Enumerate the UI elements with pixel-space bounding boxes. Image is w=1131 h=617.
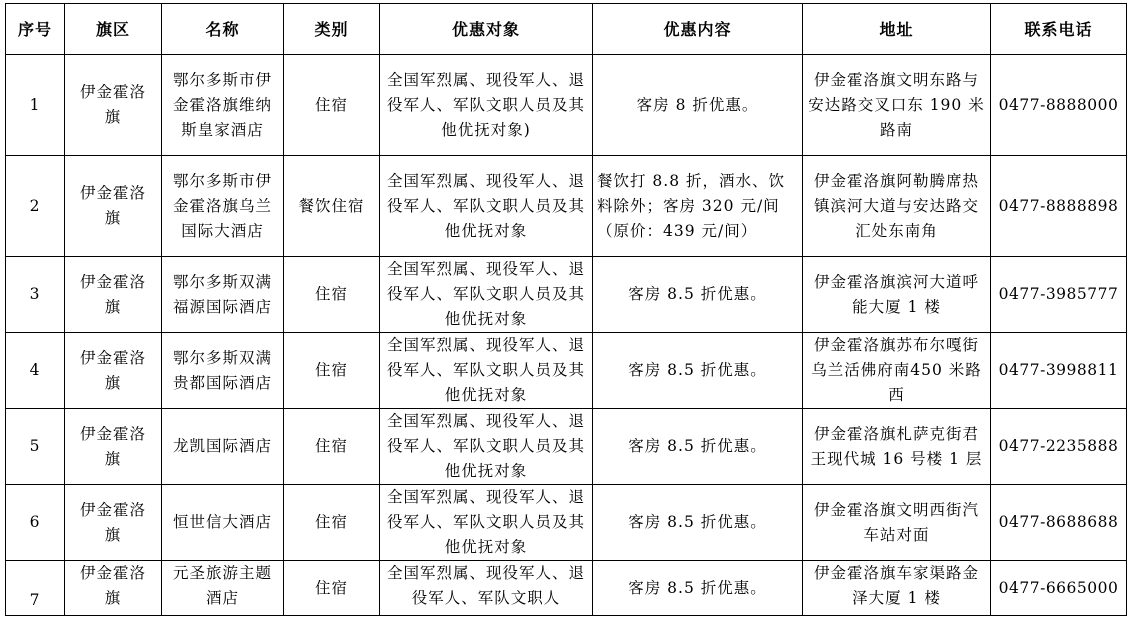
cell-name [162,409,284,485]
table-row [6,485,1127,561]
content-text: 客房 8.5 折优惠。 [628,513,767,531]
district-text: 伊金霍洛旗 [79,184,146,227]
content-text: 客房 8.5 折优惠。 [628,437,767,455]
cell-content [593,257,803,333]
discount-table [5,3,1127,616]
cell-category: 住宿 [284,333,380,409]
cell-phone: 0477-8688688 [991,485,1127,561]
cell-name [162,156,284,257]
cell-content [593,561,803,616]
address-text: 伊金霍洛旗阿勒腾席热镇滨河大道与安达路交汇处东南角 [813,171,979,240]
cell-content [593,409,803,485]
cell-seq: 2 [6,156,65,257]
header-name: 名称 [162,4,284,55]
address-text: 伊金霍洛旗文明西街汽车站对面 [813,500,979,544]
cell-phone: 0477-3998811 [991,333,1127,409]
cell-name [162,561,284,616]
table-row [6,55,1127,156]
district-text: 伊金霍洛旗 [79,424,146,468]
cell-category: 住宿 [284,409,380,485]
cell-seq: 6 [6,485,65,561]
content-text: 客房 8 折优惠。 [636,95,759,114]
header-content: 优惠内容 [593,4,803,55]
cell-phone: 0477-3985777 [991,257,1127,333]
target-text: 全国军烈属、现役军人、退役军人、军队文职人员及其他优抚对象 [386,171,585,240]
cell-name [162,333,284,409]
cell-district [65,485,162,561]
cell-target [380,257,593,333]
header-seq: 序号 [6,4,65,55]
cell-address [803,485,991,561]
cell-address [803,257,991,333]
cell-district [65,257,162,333]
district-text: 伊金霍洛旗 [79,500,146,544]
cell-content [593,156,803,257]
cell-district [65,333,162,409]
header-row [6,4,1127,55]
table-row [6,409,1127,485]
target-text: 全国军烈属、现役军人、退役军人、军队文职人员及其他优抚对象 [386,488,585,556]
cell-target [380,561,593,616]
district-text: 伊金霍洛旗 [79,564,146,607]
content-text: 客房 8.5 折优惠。 [628,578,767,597]
cell-district [65,55,162,156]
district-text: 伊金霍洛旗 [79,83,146,126]
header-category: 类别 [284,4,380,55]
cell-address [803,409,991,485]
address-text: 伊金霍洛旗车家渠路金泽大厦 1 楼 [813,564,979,607]
address-text: 伊金霍洛旗滨河大道呼能大厦 1 楼 [813,272,979,316]
cell-address [803,55,991,156]
table-row [6,561,1127,616]
cell-district [65,561,162,616]
address-text: 伊金霍洛旗苏布尔嘎街乌兰活佛府南450 米路西 [811,336,982,404]
table-row [6,257,1127,333]
cell-name [162,485,284,561]
name-text: 鄂尔多斯市伊金霍洛旗维纳斯皇家酒店 [172,70,272,139]
target-text: 全国军烈属、现役军人、退役军人、军队文职人员及其他优抚对象 [386,412,585,480]
cell-category: 住宿 [284,257,380,333]
cell-content [593,55,803,156]
cell-name [162,55,284,156]
name-text: 恒世信大酒店 [172,513,272,531]
cell-target [380,485,593,561]
cell-phone: 0477-2235888 [991,409,1127,485]
header-target: 优惠对象 [380,4,593,55]
target-text: 全国军烈属、现役军人、退役军人、军队文职人 [386,564,585,607]
cell-address [803,561,991,616]
cell-district [65,409,162,485]
cell-seq: 7 [6,561,65,616]
name-text: 鄂尔多斯市伊金霍洛旗乌兰国际大酒店 [172,171,272,240]
name-text: 龙凯国际酒店 [172,437,272,455]
content-text: 客房 8.5 折优惠。 [628,285,767,303]
address-text: 伊金霍洛旗札萨克街君王现代城 16 号楼 1 层 [810,424,983,468]
name-text: 元圣旅游主题酒店 [172,564,272,607]
cell-phone: 0477-8888000 [991,55,1127,156]
cell-seq: 5 [6,409,65,485]
cell-name [162,257,284,333]
cell-content [593,485,803,561]
cell-content [593,333,803,409]
cell-target [380,409,593,485]
table-row [6,156,1127,257]
district-text: 伊金霍洛旗 [79,272,146,316]
cell-category: 餐饮住宿 [284,156,380,257]
header-district: 旗区 [65,4,162,55]
cell-phone: 0477-6665000 [991,561,1127,616]
target-text: 全国军烈属、现役军人、退役军人、军队文职人员及其他优抚对象) [386,70,585,139]
content-text: 餐饮打 8.8 折，酒水、饮料除外；客房 320 元/间（原价：439 元/间） [597,171,786,240]
cell-target [380,55,593,156]
district-text: 伊金霍洛旗 [79,348,146,392]
table-row [6,333,1127,409]
name-text: 鄂尔多斯双满贵都国际酒店 [172,348,272,392]
content-text: 客房 8.5 折优惠。 [628,361,767,379]
header-phone: 联系电话 [991,4,1127,55]
cell-target [380,156,593,257]
address-text: 伊金霍洛旗文明东路与安达路交叉口东 190 米路南 [808,70,985,139]
cell-address [803,156,991,257]
name-text: 鄂尔多斯双满福源国际酒店 [172,272,272,316]
cell-category: 住宿 [284,561,380,616]
cell-district [65,156,162,257]
cell-address [803,333,991,409]
cell-category: 住宿 [284,485,380,561]
cell-seq: 3 [6,257,65,333]
cell-target [380,333,593,409]
target-text: 全国军烈属、现役军人、退役军人、军队文职人员及其他优抚对象 [386,336,585,404]
cell-phone: 0477-8888898 [991,156,1127,257]
target-text: 全国军烈属、现役军人、退役军人、军队文职人员及其他优抚对象 [386,260,585,328]
cell-seq: 4 [6,333,65,409]
header-address: 地址 [803,4,991,55]
cell-seq: 1 [6,55,65,156]
cell-category: 住宿 [284,55,380,156]
